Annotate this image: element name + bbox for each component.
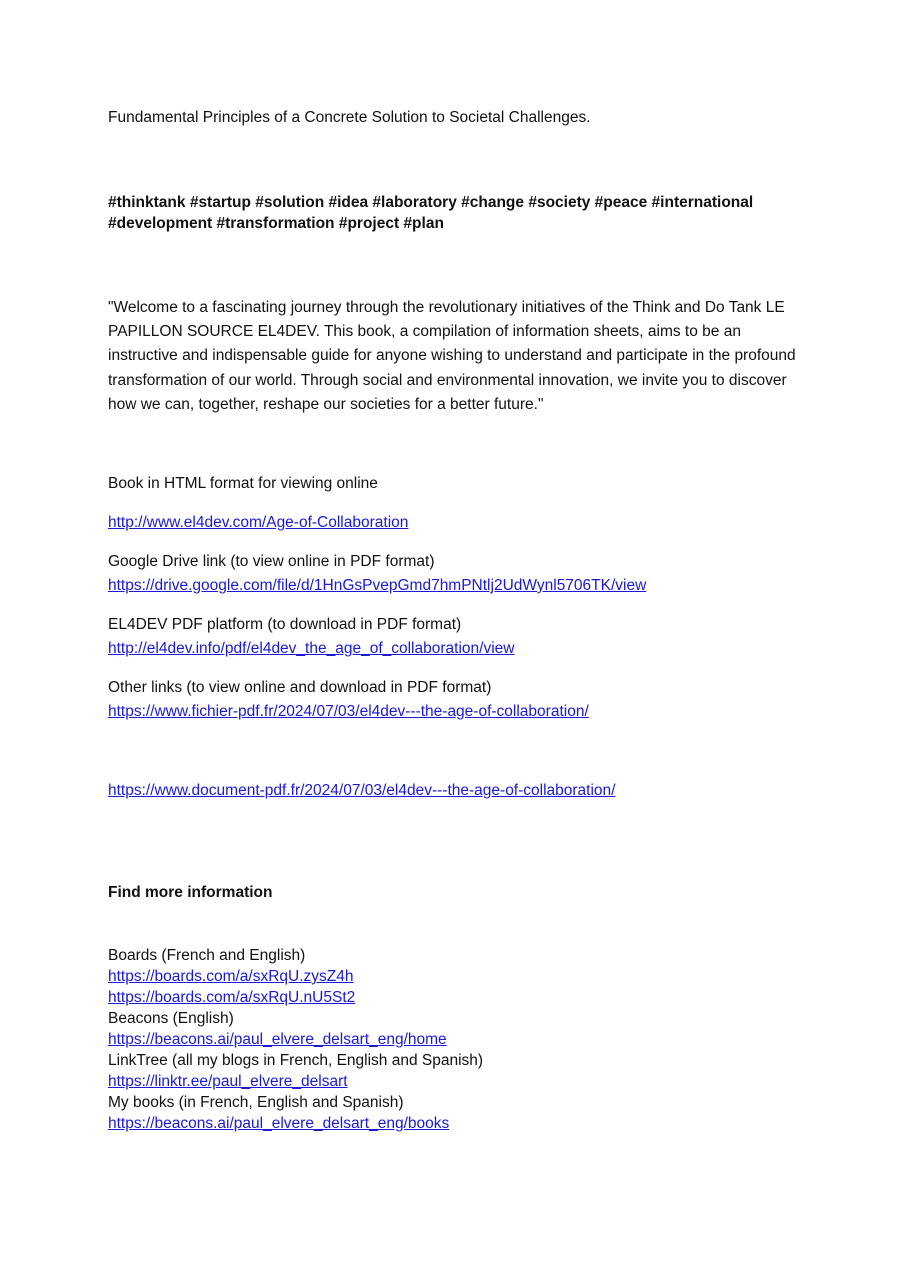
boards-link-2-line: [108, 987, 355, 1008]
beacons-link[interactable]: https://beacons.ai/paul_elvere_delsart_eng/home: [108, 1031, 447, 1048]
books-link-line: [108, 1113, 449, 1134]
other-links-label: Other links (to view online and download in PDF format): [108, 679, 492, 696]
html-format-label: Book in HTML format for viewing online: [108, 475, 378, 492]
fichier-pdf-link[interactable]: https://www.fichier-pdf.fr/2024/07/03/el4dev---the-age-of-collaboration/: [108, 703, 589, 720]
boards-link-2[interactable]: https://boards.com/a/sxRqU.nU5St2: [108, 989, 356, 1006]
gdrive-link-line: [108, 575, 646, 596]
boards-link-1-line: [108, 966, 354, 987]
boards-link-1[interactable]: https://boards.com/a/sxRqU.zysZ4h: [108, 968, 354, 985]
linktree-link[interactable]: https://linktr.ee/paul_elvere_delsart: [108, 1073, 348, 1090]
platform-link[interactable]: http://el4dev.info/pdf/el4dev_the_age_of_collaboration/view: [108, 640, 515, 657]
other-link-1-line: [108, 701, 589, 722]
linktree-label: LinkTree (all my blogs in French, English and Spanish): [108, 1052, 484, 1069]
gdrive-link[interactable]: https://drive.google.com/file/d/1HnGsPvepGmd7hmPNtlj2UdWynl5706TK/view: [108, 577, 647, 594]
books-link[interactable]: https://beacons.ai/paul_elvere_delsart_eng/books: [108, 1115, 450, 1132]
document-pdf-link[interactable]: https://www.document-pdf.fr/2024/07/03/el4dev---the-age-of-collaboration/: [108, 782, 616, 799]
books-label: My books (in French, English and Spanish): [108, 1094, 404, 1111]
document-subtitle: Fundamental Principles of a Concrete Solution to Societal Challenges.: [108, 109, 591, 126]
intro-paragraph: "Welcome to a fascinating journey through the revolutionary initiatives of the Think and Do Tank LE PAPILLON SOURCE EL4DEV. This book, a compilation of information sheets, aims to be an instructive and indispensable guide for anyone wishing to understand and participate in the profound transformation of our world. Through social and environmental innovation, we invite you to discover how we can, together, reshape our societies for a better future.": [108, 299, 796, 413]
other-link-2-line: [108, 780, 615, 801]
linktree-link-line: [108, 1071, 348, 1092]
beacons-link-line: [108, 1029, 447, 1050]
boards-label: Boards (French and English): [108, 947, 306, 964]
beacons-label: Beacons (English): [108, 1010, 234, 1027]
platform-link-line: [108, 638, 514, 659]
html-book-link[interactable]: http://www.el4dev.com/Age-of-Collaboration: [108, 514, 409, 531]
gdrive-label: Google Drive link (to view online in PDF format): [108, 553, 435, 570]
hashtags: #thinktank #startup #solution #idea #laboratory #change #society #peace #international #development #transformation #project #plan: [108, 194, 754, 232]
html-link-line: [108, 512, 408, 533]
platform-label: EL4DEV PDF platform (to download in PDF format): [108, 616, 462, 633]
more-info-heading: Find more information: [108, 884, 273, 901]
